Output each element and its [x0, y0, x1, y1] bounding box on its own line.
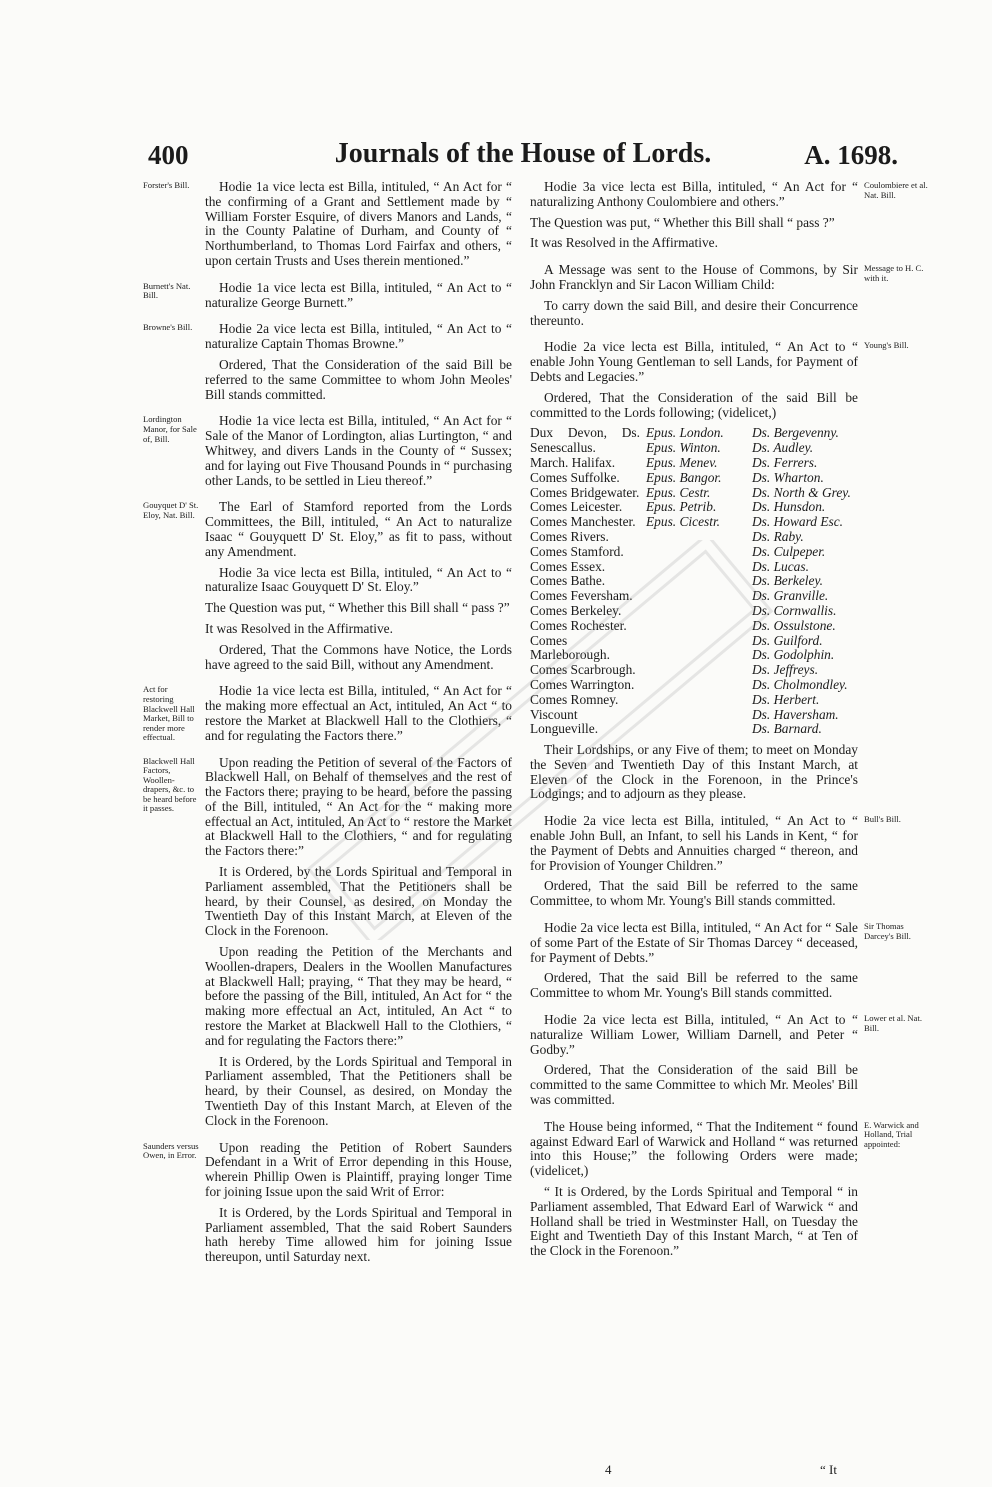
margin-note: Gouyquet D' St. Eloy, Nat. Bill.	[143, 500, 199, 520]
committee-lord-name: Comes Manchester.	[530, 514, 636, 530]
committee-lord-name: Epus. Cestr.	[646, 484, 711, 500]
entry-saunders	[143, 1139, 512, 1265]
committee-lord-name: Epus. Menev.	[646, 454, 718, 470]
page-header	[148, 138, 898, 174]
margin-note: Lower et al. Nat. Bill.	[864, 1013, 922, 1033]
committee-lord-name: Ds. Godolphin.	[752, 647, 835, 663]
question-text: The Question was put, “ Whether this Bill shall “ pass ?”	[205, 600, 510, 616]
committee-lord-name: Ds. Herbert.	[752, 691, 820, 707]
committee-lord-name: Comes Essex.	[530, 558, 606, 574]
committee-lord-name: Ds. Wharton.	[752, 469, 824, 485]
committee-lord-name: Comes Leicester.	[530, 499, 623, 515]
entry-text: Hodie 2a vice lecta est Billa, intituled, “ An Act to “ naturalize Captain Thomas Browne.”	[205, 321, 512, 352]
order-text: Ordered, That the Consideration of the said Bill be committed to the same Committee to which Mr. Meoles' Bill was committed.	[530, 1062, 858, 1108]
margin-note: Forster's Bill.	[143, 180, 190, 190]
committee-lord-name: Ds. Hunsdon.	[752, 499, 826, 515]
margin-note: Blackwell Hall Factors, Woollen-drapers, &c. to be heard before it passes.	[143, 755, 197, 814]
committee-lord-name: Comes Rochester.	[530, 617, 627, 633]
lords-col-bishops	[646, 426, 746, 737]
committee-lord-name: Epus. London.	[646, 425, 724, 441]
entry-message	[530, 262, 924, 328]
margin-note: Lordington Manor, for Sale of, Bill.	[143, 414, 197, 444]
entry-gouyquet	[143, 499, 512, 672]
order-text: “ It is Ordered, by the Lords Spiritual and Temporal “ in Parliament assembled, That Edward Earl of Warwick “ and Holland shall be tried in Westminster Hall, on Tuesday the Eight and Twentieth Day of this Instant March, “ at Ten of the Clock in the Forenoon.”	[530, 1184, 858, 1259]
entry-warwick	[530, 1118, 919, 1259]
petition-text: Upon reading the Petition of several of the Factors of Blackwell Hall, on Behalf of themselves and the rest of the Factors there; praying to be heard, before the passing of the Bill, intituled, “ An Act for the “ making more effectual an Act, intituled, An Act to “ restore the Market at Blackwell Hall to the Clothiers, “ and for regulating the Factors there:”	[205, 754, 512, 859]
committee-lord-name: Comes Warrington.	[530, 676, 635, 692]
journal-title: Journals of the House of Lords.	[334, 138, 712, 169]
margin-note: Browne's Bill.	[143, 322, 193, 333]
committee-lord-name: Comes Marleborough.	[530, 632, 610, 663]
petition-text: Upon reading the Petition of the Merchants and Woollen-drapers, Dealers in the Woollen Manufactures at Blackwell Hall; praying, “ That they may be heard, “ before the passing of the Bill, intituled, An Act for “ the making more effectual an Act, intituled, An Act “ to restore the Market at Blackwell Hall to the Clothiers, “ and for regulating the Factors there:”	[205, 944, 512, 1048]
committee-lord-name: Epus. Winton.	[646, 440, 721, 456]
order-text: Ordered, That the said Bill be referred to the same Committee to whom Mr. Young's Bill stands committed.	[530, 970, 858, 1001]
committee-lord-name: Ds. Guilford.	[752, 632, 823, 648]
entry-lower	[530, 1012, 922, 1108]
committee-lord-name: Epus. Cicestr.	[646, 514, 721, 530]
report-text: The Earl of Stamford reported from the Lords Committees, the Bill, intituled, “ An Act to naturalize Isaac “ Gouyquett D' St. Eloy,” as fit to pass, without any Amendment.	[205, 499, 512, 559]
entry-text: Hodie 3a vice lecta est Billa, intituled, “ An Act for “ naturalizing Anthony Coulombiere and others.”	[530, 179, 858, 209]
entry-burnett	[143, 279, 512, 311]
committee-lord-name: Comes Scarbrough.	[530, 662, 636, 678]
committee-lord-name: Ds. Ossulstone.	[752, 617, 836, 633]
resolved-text: It was Resolved in the Affirmative.	[530, 235, 718, 251]
committee-lord-name: Ds. North & Grey.	[752, 484, 851, 500]
committee-lord-name: Comes Berkeley.	[530, 602, 622, 618]
committee-lord-name: Viscount Longueville.	[530, 706, 599, 737]
committee-lord-name: Comes Rivers.	[530, 528, 609, 544]
margin-note: Act for restoring Blackwell Hall Market, Bill to render more effectual.	[143, 684, 195, 743]
entry-text: Hodie 1a vice lecta est Billa, intituled, “ An Act for “ the making more effectual an Act, intituled, An Act “ to restore the Market at Blackwell Hall to the Clothiers, “ and for regulating the Factors there.”	[205, 683, 512, 743]
order-text: Ordered, That the Consideration of the said Bill be referred to the same Committee to whom John Meoles' Bill stands committed.	[205, 356, 512, 402]
lords-col-temporal	[530, 426, 640, 737]
catchword: “ It	[820, 1462, 837, 1477]
committee-lord-name: Dux Devon, Ds. Senescallus.	[530, 425, 640, 456]
entry-text: Hodie 2a vice lecta est Billa, intituled, “ An Act to “ naturalize William Lower, William Darnell, and Peter “ Godby.”	[530, 1012, 858, 1057]
margin-note: Message to H. C. with it.	[864, 263, 924, 283]
entry-browne	[143, 321, 512, 402]
margin-note: Burnett's Nat. Bill.	[143, 280, 191, 301]
committee-lord-name: Ds. Lucas.	[752, 558, 809, 574]
entry-text: The House being informed, “ That the Inditement “ found against Edward Earl of Warwick and Holland “ was returned into this House;” the following Orders were made; (videlicet,)	[530, 1118, 858, 1179]
entry-text: Hodie 1a vice lecta est Billa, intituled, “ An Act to “ naturalize George Burnett.”	[205, 279, 512, 310]
page-number: 400	[148, 140, 189, 170]
committee-lord-name: Comes Feversham.	[530, 588, 633, 604]
order-text: Ordered, That the Consideration of the said Bill be committed to the Lords following; (videlicet,)	[530, 389, 858, 420]
year-label: A. 1698.	[804, 140, 898, 170]
order-text: It is Ordered, by the Lords Spiritual and Temporal in Parliament assembled, That the Petitioners shall be heard, by their Counsel, as desired, on Monday the Twentieth Day of this Instant March, at Eleven of the Clock in the Forenoon.	[205, 1053, 512, 1128]
committee-lord-name: Comes Suffolke.	[530, 469, 620, 485]
margin-note: Bull's Bill.	[864, 814, 901, 825]
committee-lord-name: Comes Bridgewater.	[530, 484, 640, 500]
entry-text: A Message was sent to the House of Commons, by Sir John Francklyn and Sir Lacon William Child:	[530, 262, 858, 292]
petition-text: Upon reading the Petition of Robert Saunders Defendant in a Writ of Error depending in this House, wherein Phillip Owen is Plaintiff, praying longer Time for joining Issue upon the said Writ of Error:	[205, 1139, 512, 1200]
entry-text: Hodie 1a vice lecta est Billa, intituled, “ An Act for “ the confirming of a Grant and Settlement made by “ William Forster Esquire, of divers Manors and Lands, “ in the County Palatine of Durham, and County of “ Northumberland, to Thomas Lord Fairfax and others, “ upon certain Trusts and Uses therein mentioned.”	[205, 179, 512, 268]
entry-bull	[530, 813, 901, 909]
entry-young	[530, 339, 909, 802]
entry-darcey	[530, 920, 911, 1001]
order-text: Ordered, That the Commons have Notice, the Lords have agreed to the said Bill, without any Amendment.	[205, 641, 512, 672]
committee-lord-name: Ds. Cornwallis.	[752, 602, 837, 618]
entry-forster	[143, 179, 512, 269]
committee-lord-name: Epus. Petrib.	[646, 499, 717, 515]
entry-text: Hodie 1a vice lecta est Billa, intituled, “ An Act for “ Sale of the Manor of Lordington, alias Lurtington, “ and Whitwey, and divers Lands in the County of “ Sussex; and for laying out Five Thousand Pounds in “ purchasing other Lands, to be settled in Lieu thereof.”	[205, 413, 512, 488]
committee-lord-name: Epus. Bangor.	[646, 469, 722, 485]
committee-lord-name: Ds. Jeffreys.	[752, 662, 819, 678]
committee-lord-name: Comes Romney.	[530, 691, 619, 707]
committee-lord-name: Comes Stamford.	[530, 543, 624, 559]
meeting-text: Their Lordships, or any Five of them; to meet on Monday the Seven and Twentieth Day of this Instant March, at Eleven of the Clock in the Forenoon, in the Prince's Lodgings; and to adjourn as they please.	[530, 742, 858, 802]
margin-note: Young's Bill.	[864, 340, 909, 351]
margin-note: Sir Thomas Darcey's Bill.	[864, 921, 911, 941]
committee-lord-name: Ds. Culpeper.	[752, 543, 826, 559]
entry-lordington	[143, 413, 512, 488]
order-text: It is Ordered, by the Lords Spiritual and Temporal in Parliament assembled, That the said Robert Saunders hath hereby Time allowed him for joining Issue thereupon, until Saturday next.	[205, 1204, 512, 1265]
committee-lord-name: March. Halifax.	[530, 454, 616, 470]
entry-text: Hodie 2a vice lecta est Billa, intituled, “ An Act for “ Sale of some Part of the Estate of Sir Thomas Darcey “ deceased, for Payment of Debts.”	[530, 920, 858, 965]
committee-lord-name: Ds. Ferrers.	[752, 454, 818, 470]
committee-lords-list	[530, 426, 858, 737]
entry-text: Hodie 3a vice lecta est Billa, intituled, “ An Act to “ naturalize Isaac Gouyquett D' St. Eloy.”	[205, 564, 512, 595]
resolved-text: It was Resolved in the Affirmative.	[205, 620, 393, 636]
order-text: It is Ordered, by the Lords Spiritual and Temporal in Parliament assembled, That the Petitioners shall be heard, by their Counsel, as desired, on Monday the Twentieth Day of this Instant March, at Eleven of the Clock in the Forenoon.	[205, 864, 512, 939]
committee-lord-name: Ds. Barnard.	[752, 721, 822, 737]
right-column	[530, 179, 928, 1271]
committee-lord-name: Ds. Berkeley.	[752, 573, 824, 589]
committee-lord-name: Ds. Granville.	[752, 588, 829, 604]
entry-text: Hodie 2a vice lecta est Billa, intituled, “ An Act to “ enable John Young Gentleman to sell Lands, for Payment of Debts and Legacies.”	[530, 339, 858, 384]
committee-lord-name: Ds. Haversham.	[752, 706, 839, 722]
committee-lord-name: Ds. Howard Esc.	[752, 514, 844, 530]
entry-coulombiere	[530, 179, 928, 251]
committee-lord-name: Ds. Raby.	[752, 528, 804, 544]
committee-lord-name: Ds. Cholmondley.	[752, 676, 848, 692]
signature-mark: 4	[605, 1462, 612, 1477]
entry-blackwell-act	[143, 683, 512, 743]
left-column	[143, 179, 512, 1277]
order-text: Ordered, That the said Bill be referred to the same Committee, to whom Mr. Young's Bill stands committed.	[530, 878, 858, 909]
margin-note: E. Warwick and Holland, Trial appointed:	[864, 1119, 919, 1150]
margin-note: Saunders versus Owen, in Error.	[143, 1140, 199, 1161]
committee-lord-name: Ds. Bergevenny.	[752, 425, 839, 441]
margin-note: Coulombiere et al. Nat. Bill.	[864, 180, 928, 200]
entry-text: To carry down the said Bill, and desire their Concurrence thereunto.	[530, 297, 858, 328]
entry-text: Hodie 2a vice lecta est Billa, intituled, “ An Act to “ enable John Bull, an Infant, to sell his Lands in Kent, “ for the Payment of Debts and Annuities charged “ thereon, and for Provision of Younger Children.”	[530, 813, 858, 873]
committee-lord-name: Comes Bathe.	[530, 573, 606, 589]
committee-lord-name: Ds. Audley.	[752, 440, 814, 456]
entry-blackwell-factors	[143, 754, 512, 1129]
question-text: The Question was put, “ Whether this Bill shall “ pass ?”	[530, 214, 835, 230]
lords-col-barons	[752, 426, 870, 737]
